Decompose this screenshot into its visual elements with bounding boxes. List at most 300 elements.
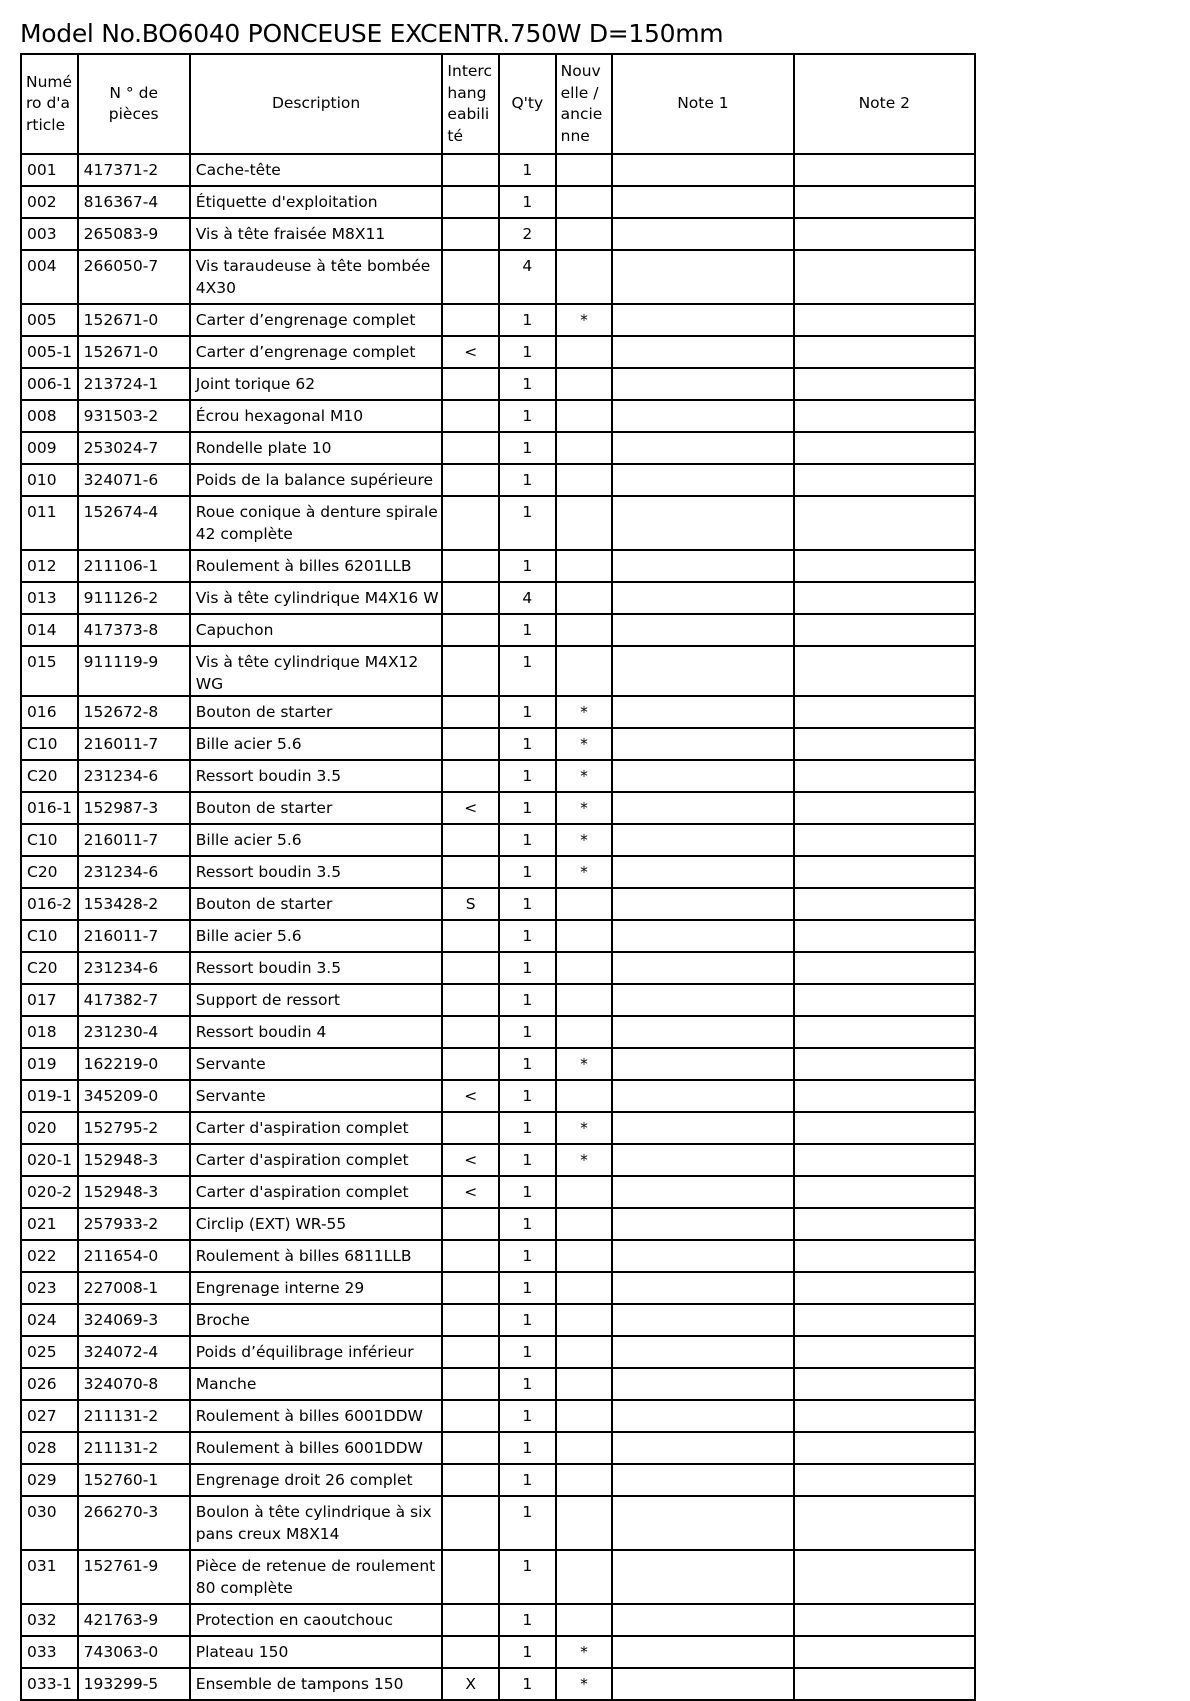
table-row — [21, 304, 975, 336]
table-row — [21, 1304, 975, 1336]
note-1-cell — [612, 856, 793, 888]
new-old-cell — [556, 646, 613, 696]
item-number-cell: 013 — [21, 582, 78, 614]
table-row — [21, 1636, 975, 1668]
new-old-cell: * — [556, 1048, 613, 1080]
quantity-cell: 1 — [499, 400, 556, 432]
note-2-cell — [794, 336, 975, 368]
interchangeability-cell — [442, 984, 499, 1016]
note-2-cell — [794, 1112, 975, 1144]
interchangeability-cell — [442, 1208, 499, 1240]
item-number-cell: C20 — [21, 952, 78, 984]
description-cell: Ressort boudin 4 — [190, 1016, 443, 1048]
note-1-cell — [612, 432, 793, 464]
part-number-cell: 152760-1 — [78, 1464, 190, 1496]
header-quantity: Q'ty — [499, 54, 556, 154]
table-row — [21, 1668, 975, 1700]
note-2-cell — [794, 856, 975, 888]
item-number-cell: 030 — [21, 1496, 78, 1550]
interchangeability-cell — [442, 1112, 499, 1144]
note-2-cell — [794, 1144, 975, 1176]
note-1-cell — [612, 952, 793, 984]
quantity-cell: 1 — [499, 824, 556, 856]
table-header-row — [21, 54, 975, 154]
description-cell: Ensemble de tampons 150 — [190, 1668, 443, 1700]
part-number-cell: 743063-0 — [78, 1636, 190, 1668]
interchangeability-cell — [442, 1604, 499, 1636]
quantity-cell: 1 — [499, 1336, 556, 1368]
note-2-cell — [794, 496, 975, 550]
note-2-cell — [794, 218, 975, 250]
table-row — [21, 496, 975, 550]
description-cell: Roulement à billes 6811LLB — [190, 1240, 443, 1272]
part-number-cell: 324071-6 — [78, 464, 190, 496]
table-row — [21, 1336, 975, 1368]
interchangeability-cell — [442, 728, 499, 760]
table-row — [21, 1112, 975, 1144]
description-cell: Carter d’engrenage complet — [190, 304, 443, 336]
new-old-cell — [556, 1016, 613, 1048]
note-1-cell — [612, 550, 793, 582]
quantity-cell: 1 — [499, 1496, 556, 1550]
description-cell: Ressort boudin 3.5 — [190, 856, 443, 888]
interchangeability-cell: < — [442, 336, 499, 368]
table-row — [21, 1604, 975, 1636]
new-old-cell — [556, 1336, 613, 1368]
note-2-cell — [794, 614, 975, 646]
item-number-cell: 010 — [21, 464, 78, 496]
note-2-cell — [794, 582, 975, 614]
interchangeability-cell: < — [442, 792, 499, 824]
part-number-cell: 213724-1 — [78, 368, 190, 400]
quantity-cell: 1 — [499, 432, 556, 464]
note-1-cell — [612, 824, 793, 856]
quantity-cell: 1 — [499, 920, 556, 952]
interchangeability-cell — [442, 464, 499, 496]
note-1-cell — [612, 1176, 793, 1208]
quantity-cell: 4 — [499, 582, 556, 614]
interchangeability-cell — [442, 432, 499, 464]
note-2-cell — [794, 1550, 975, 1604]
page-title: Model No.BO6040 PONCEUSE EXCENTR.750W D=150mm — [20, 19, 724, 48]
description-cell: Bouton de starter — [190, 696, 443, 728]
new-old-cell: * — [556, 1112, 613, 1144]
interchangeability-cell — [442, 1432, 499, 1464]
note-1-cell — [612, 1048, 793, 1080]
header-new-old: Nouvelle / ancienne — [556, 54, 613, 154]
quantity-cell: 1 — [499, 368, 556, 400]
description-cell: Boulon à tête cylindrique à six pans creux M8X14 — [190, 1496, 443, 1550]
quantity-cell: 1 — [499, 888, 556, 920]
interchangeability-cell — [442, 496, 499, 550]
description-cell: Poids de la balance supérieure — [190, 464, 443, 496]
quantity-cell: 1 — [499, 550, 556, 582]
table-row — [21, 336, 975, 368]
item-number-cell: 002 — [21, 186, 78, 218]
part-number-cell: 152671-0 — [78, 304, 190, 336]
item-number-cell: 027 — [21, 1400, 78, 1432]
item-number-cell: 022 — [21, 1240, 78, 1272]
part-number-cell: 911119-9 — [78, 646, 190, 696]
new-old-cell — [556, 1208, 613, 1240]
interchangeability-cell — [442, 1368, 499, 1400]
quantity-cell: 1 — [499, 464, 556, 496]
part-number-cell: 211654-0 — [78, 1240, 190, 1272]
quantity-cell: 1 — [499, 696, 556, 728]
table-row — [21, 1432, 975, 1464]
quantity-cell: 1 — [499, 792, 556, 824]
interchangeability-cell — [442, 154, 499, 186]
description-cell: Bille acier 5.6 — [190, 728, 443, 760]
note-2-cell — [794, 1080, 975, 1112]
interchangeability-cell: < — [442, 1080, 499, 1112]
quantity-cell: 1 — [499, 1636, 556, 1668]
note-1-cell — [612, 1636, 793, 1668]
table-row — [21, 582, 975, 614]
item-number-cell: 005-1 — [21, 336, 78, 368]
item-number-cell: 012 — [21, 550, 78, 582]
item-number-cell: 017 — [21, 984, 78, 1016]
description-cell: Écrou hexagonal M10 — [190, 400, 443, 432]
quantity-cell: 1 — [499, 856, 556, 888]
description-cell: Bille acier 5.6 — [190, 824, 443, 856]
part-number-cell: 193299-5 — [78, 1668, 190, 1700]
new-old-cell: * — [556, 1668, 613, 1700]
part-number-cell: 417382-7 — [78, 984, 190, 1016]
quantity-cell: 1 — [499, 186, 556, 218]
interchangeability-cell — [442, 1400, 499, 1432]
description-cell: Bouton de starter — [190, 888, 443, 920]
note-2-cell — [794, 984, 975, 1016]
interchangeability-cell — [442, 952, 499, 984]
part-number-cell: 152761-9 — [78, 1550, 190, 1604]
item-number-cell: 016 — [21, 696, 78, 728]
note-2-cell — [794, 824, 975, 856]
table-row — [21, 432, 975, 464]
new-old-cell — [556, 1432, 613, 1464]
description-cell: Ressort boudin 3.5 — [190, 952, 443, 984]
part-number-cell: 345209-0 — [78, 1080, 190, 1112]
note-1-cell — [612, 1668, 793, 1700]
note-2-cell — [794, 728, 975, 760]
note-2-cell — [794, 550, 975, 582]
part-number-cell: 253024-7 — [78, 432, 190, 464]
table-row — [21, 728, 975, 760]
description-cell: Carter d'aspiration complet — [190, 1144, 443, 1176]
description-cell: Joint torique 62 — [190, 368, 443, 400]
interchangeability-cell: < — [442, 1176, 499, 1208]
item-number-cell: 031 — [21, 1550, 78, 1604]
note-1-cell — [612, 760, 793, 792]
part-number-cell: 257933-2 — [78, 1208, 190, 1240]
note-2-cell — [794, 368, 975, 400]
quantity-cell: 1 — [499, 496, 556, 550]
note-1-cell — [612, 888, 793, 920]
note-1-cell — [612, 1400, 793, 1432]
note-1-cell — [612, 1208, 793, 1240]
quantity-cell: 1 — [499, 1400, 556, 1432]
new-old-cell — [556, 1550, 613, 1604]
note-1-cell — [612, 1112, 793, 1144]
note-2-cell — [794, 1464, 975, 1496]
note-2-cell — [794, 1636, 975, 1668]
interchangeability-cell: X — [442, 1668, 499, 1700]
interchangeability-cell — [442, 1464, 499, 1496]
item-number-cell: C10 — [21, 824, 78, 856]
item-number-cell: 005 — [21, 304, 78, 336]
part-number-cell: 227008-1 — [78, 1272, 190, 1304]
new-old-cell — [556, 920, 613, 952]
item-number-cell: 033 — [21, 1636, 78, 1668]
interchangeability-cell — [442, 646, 499, 696]
interchangeability-cell — [442, 1550, 499, 1604]
part-number-cell: 417371-2 — [78, 154, 190, 186]
item-number-cell: C20 — [21, 760, 78, 792]
table-row — [21, 614, 975, 646]
note-1-cell — [612, 1368, 793, 1400]
new-old-cell — [556, 1080, 613, 1112]
new-old-cell — [556, 218, 613, 250]
note-1-cell — [612, 336, 793, 368]
note-2-cell — [794, 1604, 975, 1636]
new-old-cell: * — [556, 696, 613, 728]
table-row — [21, 1208, 975, 1240]
note-1-cell — [612, 1016, 793, 1048]
interchangeability-cell — [442, 856, 499, 888]
quantity-cell: 1 — [499, 1304, 556, 1336]
new-old-cell — [556, 496, 613, 550]
table-row — [21, 218, 975, 250]
quantity-cell: 1 — [499, 646, 556, 696]
quantity-cell: 1 — [499, 1080, 556, 1112]
item-number-cell: C20 — [21, 856, 78, 888]
item-number-cell: 009 — [21, 432, 78, 464]
description-cell: Servante — [190, 1080, 443, 1112]
table-row — [21, 888, 975, 920]
note-2-cell — [794, 760, 975, 792]
note-1-cell — [612, 186, 793, 218]
header-note-2: Note 2 — [794, 54, 975, 154]
interchangeability-cell — [442, 1636, 499, 1668]
part-number-cell: 152948-3 — [78, 1144, 190, 1176]
item-number-cell: 001 — [21, 154, 78, 186]
interchangeability-cell — [442, 304, 499, 336]
note-1-cell — [612, 1496, 793, 1550]
item-number-cell: 015 — [21, 646, 78, 696]
interchangeability-cell — [442, 920, 499, 952]
new-old-cell — [556, 432, 613, 464]
item-number-cell: 029 — [21, 1464, 78, 1496]
new-old-cell: * — [556, 1636, 613, 1668]
part-number-cell: 324070-8 — [78, 1368, 190, 1400]
table-row — [21, 1272, 975, 1304]
item-number-cell: 020-1 — [21, 1144, 78, 1176]
part-number-cell: 266270-3 — [78, 1496, 190, 1550]
quantity-cell: 1 — [499, 1112, 556, 1144]
table-row — [21, 1080, 975, 1112]
part-number-cell: 216011-7 — [78, 728, 190, 760]
part-number-cell: 152948-3 — [78, 1176, 190, 1208]
part-number-cell: 265083-9 — [78, 218, 190, 250]
table-row — [21, 550, 975, 582]
item-number-cell: 023 — [21, 1272, 78, 1304]
note-2-cell — [794, 154, 975, 186]
table-row — [21, 250, 975, 304]
interchangeability-cell — [442, 400, 499, 432]
note-2-cell — [794, 1176, 975, 1208]
note-1-cell — [612, 154, 793, 186]
quantity-cell: 1 — [499, 1016, 556, 1048]
interchangeability-cell — [442, 1272, 499, 1304]
item-number-cell: 028 — [21, 1432, 78, 1464]
note-2-cell — [794, 464, 975, 496]
new-old-cell: * — [556, 824, 613, 856]
quantity-cell: 1 — [499, 1604, 556, 1636]
description-cell: Roulement à billes 6001DDW — [190, 1400, 443, 1432]
new-old-cell — [556, 464, 613, 496]
table-row — [21, 920, 975, 952]
note-2-cell — [794, 432, 975, 464]
note-1-cell — [612, 614, 793, 646]
note-1-cell — [612, 984, 793, 1016]
note-2-cell — [794, 1432, 975, 1464]
note-1-cell — [612, 1144, 793, 1176]
quantity-cell: 1 — [499, 984, 556, 1016]
note-2-cell — [794, 1336, 975, 1368]
quantity-cell: 2 — [499, 218, 556, 250]
table-row — [21, 1464, 975, 1496]
new-old-cell — [556, 1604, 613, 1636]
note-1-cell — [612, 1432, 793, 1464]
quantity-cell: 1 — [499, 1176, 556, 1208]
description-cell: Rondelle plate 10 — [190, 432, 443, 464]
part-number-cell: 911126-2 — [78, 582, 190, 614]
interchangeability-cell — [442, 614, 499, 646]
table-row — [21, 1496, 975, 1550]
item-number-cell: 019-1 — [21, 1080, 78, 1112]
item-number-cell: 011 — [21, 496, 78, 550]
description-cell: Vis à tête fraisée M8X11 — [190, 218, 443, 250]
note-2-cell — [794, 250, 975, 304]
note-2-cell — [794, 792, 975, 824]
part-number-cell: 216011-7 — [78, 920, 190, 952]
description-cell: Vis à tête cylindrique M4X16 W — [190, 582, 443, 614]
interchangeability-cell — [442, 1048, 499, 1080]
description-cell: Cache-tête — [190, 154, 443, 186]
header-interchangeability: Interchangeabilité — [442, 54, 499, 154]
new-old-cell — [556, 582, 613, 614]
item-number-cell: 016-1 — [21, 792, 78, 824]
new-old-cell — [556, 952, 613, 984]
note-1-cell — [612, 368, 793, 400]
description-cell: Bille acier 5.6 — [190, 920, 443, 952]
new-old-cell — [556, 1496, 613, 1550]
table-row — [21, 984, 975, 1016]
quantity-cell: 1 — [499, 154, 556, 186]
new-old-cell: * — [556, 1144, 613, 1176]
item-number-cell: 008 — [21, 400, 78, 432]
quantity-cell: 1 — [499, 1368, 556, 1400]
interchangeability-cell — [442, 186, 499, 218]
note-1-cell — [612, 728, 793, 760]
note-2-cell — [794, 186, 975, 218]
quantity-cell: 1 — [499, 1240, 556, 1272]
note-1-cell — [612, 464, 793, 496]
new-old-cell — [556, 400, 613, 432]
part-number-cell: 162219-0 — [78, 1048, 190, 1080]
new-old-cell: * — [556, 760, 613, 792]
new-old-cell — [556, 154, 613, 186]
note-2-cell — [794, 1400, 975, 1432]
table-row — [21, 646, 975, 696]
note-1-cell — [612, 1304, 793, 1336]
note-2-cell — [794, 696, 975, 728]
quantity-cell: 1 — [499, 1208, 556, 1240]
quantity-cell: 4 — [499, 250, 556, 304]
item-number-cell: 021 — [21, 1208, 78, 1240]
description-cell: Engrenage interne 29 — [190, 1272, 443, 1304]
part-number-cell: 211131-2 — [78, 1400, 190, 1432]
description-cell: Étiquette d'exploitation — [190, 186, 443, 218]
table-row — [21, 400, 975, 432]
item-number-cell: 025 — [21, 1336, 78, 1368]
note-2-cell — [794, 1016, 975, 1048]
description-cell: Circlip (EXT) WR-55 — [190, 1208, 443, 1240]
item-number-cell: C10 — [21, 728, 78, 760]
interchangeability-cell — [442, 250, 499, 304]
note-1-cell — [612, 1604, 793, 1636]
new-old-cell — [556, 984, 613, 1016]
interchangeability-cell — [442, 1496, 499, 1550]
description-cell: Engrenage droit 26 complet — [190, 1464, 443, 1496]
note-1-cell — [612, 792, 793, 824]
note-2-cell — [794, 1272, 975, 1304]
note-2-cell — [794, 304, 975, 336]
quantity-cell: 1 — [499, 614, 556, 646]
table-row — [21, 186, 975, 218]
table-row — [21, 1176, 975, 1208]
description-cell: Pièce de retenue de roulement 80 complète — [190, 1550, 443, 1604]
new-old-cell — [556, 336, 613, 368]
description-cell: Roulement à billes 6201LLB — [190, 550, 443, 582]
part-number-cell: 266050-7 — [78, 250, 190, 304]
table-row — [21, 1400, 975, 1432]
description-cell: Bouton de starter — [190, 792, 443, 824]
description-cell: Vis taraudeuse à tête bombée 4X30 — [190, 250, 443, 304]
note-1-cell — [612, 582, 793, 614]
part-number-cell: 421763-9 — [78, 1604, 190, 1636]
new-old-cell — [556, 550, 613, 582]
description-cell: Broche — [190, 1304, 443, 1336]
new-old-cell — [556, 1304, 613, 1336]
quantity-cell: 1 — [499, 952, 556, 984]
note-1-cell — [612, 1550, 793, 1604]
note-2-cell — [794, 1368, 975, 1400]
interchangeability-cell — [442, 1240, 499, 1272]
new-old-cell — [556, 368, 613, 400]
interchangeability-cell — [442, 1016, 499, 1048]
description-cell: Ressort boudin 3.5 — [190, 760, 443, 792]
quantity-cell: 1 — [499, 728, 556, 760]
table-row — [21, 1240, 975, 1272]
note-1-cell — [612, 218, 793, 250]
description-cell: Roue conique à denture spirale 42 complète — [190, 496, 443, 550]
note-1-cell — [612, 646, 793, 696]
item-number-cell: 003 — [21, 218, 78, 250]
part-number-cell: 231234-6 — [78, 760, 190, 792]
description-cell: Manche — [190, 1368, 443, 1400]
new-old-cell — [556, 1176, 613, 1208]
